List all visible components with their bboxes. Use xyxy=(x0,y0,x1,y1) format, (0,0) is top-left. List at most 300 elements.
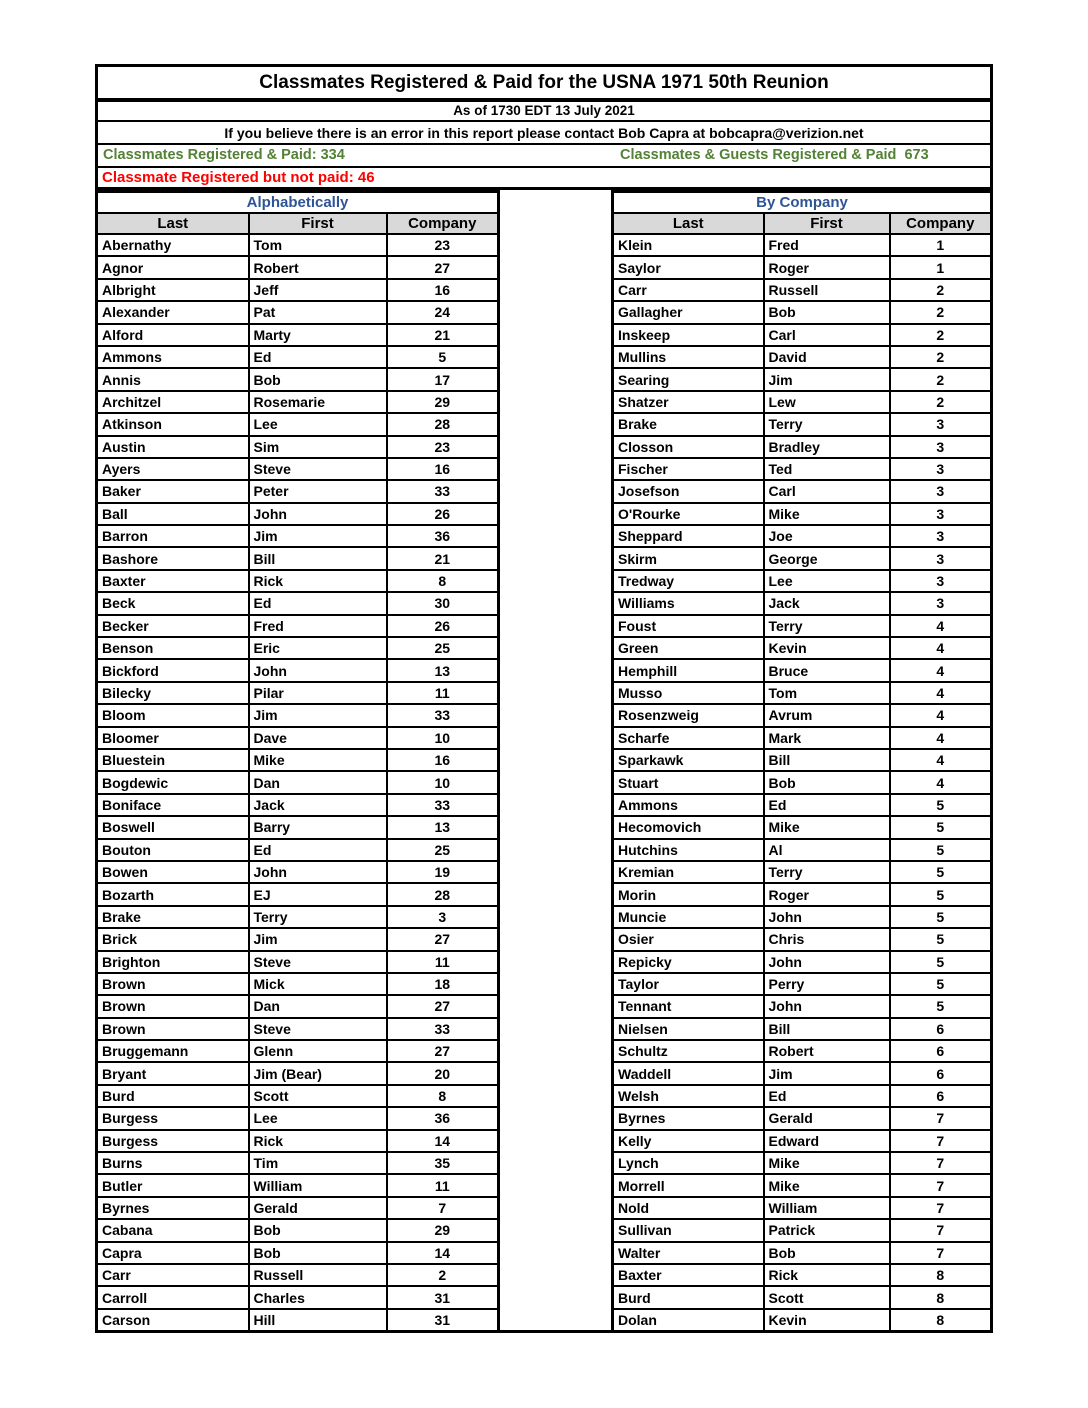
cell-first: Bob xyxy=(764,301,890,323)
table-row xyxy=(97,1040,499,1062)
table-row xyxy=(97,324,499,346)
cell-first: Bradley xyxy=(764,436,890,458)
cell-last: Atkinson xyxy=(97,413,249,435)
table-row xyxy=(613,906,992,928)
cell-first: Steve xyxy=(249,1018,387,1040)
cell-first: Jack xyxy=(764,592,890,614)
cell-first: Jack xyxy=(249,794,387,816)
cell-first: Patrick xyxy=(764,1219,890,1241)
cell-company: 5 xyxy=(890,794,992,816)
cell-last: Becker xyxy=(97,615,249,637)
cell-last: Annis xyxy=(97,368,249,390)
report-header xyxy=(95,64,993,190)
table-row xyxy=(613,704,992,726)
cell-first: John xyxy=(249,503,387,525)
cell-company: 6 xyxy=(890,1018,992,1040)
cell-first: Ed xyxy=(764,1085,890,1107)
cell-last: Sullivan xyxy=(613,1219,764,1241)
cell-first: Mike xyxy=(764,816,890,838)
cell-last: Williams xyxy=(613,592,764,614)
report-page xyxy=(95,64,993,1333)
table-row xyxy=(97,1085,499,1107)
cell-last: Architzel xyxy=(97,391,249,413)
cell-last: Brown xyxy=(97,1018,249,1040)
cell-last: Foust xyxy=(613,615,764,637)
table-row xyxy=(97,1018,499,1040)
cell-last: Albright xyxy=(97,279,249,301)
cell-company: 4 xyxy=(890,704,992,726)
cell-first: Russell xyxy=(249,1264,387,1286)
cell-last: Baker xyxy=(97,480,249,502)
cell-last: Brown xyxy=(97,973,249,995)
cell-last: Nold xyxy=(613,1197,764,1219)
cell-last: Brown xyxy=(97,995,249,1017)
table-row xyxy=(613,794,992,816)
cell-last: Tredway xyxy=(613,570,764,592)
table-row xyxy=(97,951,499,973)
cell-last: Brick xyxy=(97,928,249,950)
cell-company: 4 xyxy=(890,615,992,637)
table-row xyxy=(97,525,499,547)
report-title: Classmates Registered & Paid for the USNA 1971 50th Reunion xyxy=(98,67,990,102)
cell-last: Morrell xyxy=(613,1174,764,1196)
cell-company: 8 xyxy=(890,1264,992,1286)
cell-last: Bogdewic xyxy=(97,771,249,793)
table-row xyxy=(613,570,992,592)
cell-company: 3 xyxy=(890,503,992,525)
table-row xyxy=(613,458,992,480)
tables-area xyxy=(95,190,993,1333)
cell-last: Alexander xyxy=(97,301,249,323)
cell-first: Terry xyxy=(764,413,890,435)
cell-company: 5 xyxy=(387,346,499,368)
cell-company: 36 xyxy=(387,1107,499,1129)
alphabetical-table-title: Alphabetically xyxy=(97,192,499,214)
cell-first: Terry xyxy=(249,906,387,928)
cell-company: 7 xyxy=(890,1107,992,1129)
cell-company: 2 xyxy=(387,1264,499,1286)
cell-company: 19 xyxy=(387,861,499,883)
cell-company: 4 xyxy=(890,749,992,771)
cell-company: 5 xyxy=(890,973,992,995)
cell-first: Dan xyxy=(249,771,387,793)
cell-first: Kevin xyxy=(764,637,890,659)
cell-last: Sparkawk xyxy=(613,749,764,771)
table-row xyxy=(97,995,499,1017)
cell-first: Glenn xyxy=(249,1040,387,1062)
table-row xyxy=(97,1197,499,1219)
cell-company: 5 xyxy=(890,906,992,928)
cell-last: Green xyxy=(613,637,764,659)
cell-last: Carr xyxy=(613,279,764,301)
table-row xyxy=(613,436,992,458)
cell-first: Hill xyxy=(249,1309,387,1332)
cell-company: 7 xyxy=(890,1219,992,1241)
table-row xyxy=(613,279,992,301)
cell-first: Jim xyxy=(764,1062,890,1084)
table-row xyxy=(613,1197,992,1219)
table-row xyxy=(97,861,499,883)
cell-first: Mike xyxy=(764,1152,890,1174)
table-row xyxy=(613,727,992,749)
cell-last: Baxter xyxy=(613,1264,764,1286)
cell-last: Bruggemann xyxy=(97,1040,249,1062)
cell-company: 29 xyxy=(387,1219,499,1241)
cell-first: Lee xyxy=(249,1107,387,1129)
cell-last: Brighton xyxy=(97,951,249,973)
cell-first: Terry xyxy=(764,615,890,637)
cell-company: 16 xyxy=(387,458,499,480)
cell-last: Austin xyxy=(97,436,249,458)
cell-last: Bluestein xyxy=(97,749,249,771)
cell-company: 1 xyxy=(890,256,992,278)
cell-company: 21 xyxy=(387,547,499,569)
cell-company: 31 xyxy=(387,1309,499,1332)
cell-company: 7 xyxy=(890,1174,992,1196)
cell-last: Closson xyxy=(613,436,764,458)
cell-last: Bozarth xyxy=(97,883,249,905)
table-row xyxy=(613,682,992,704)
cell-company: 6 xyxy=(890,1040,992,1062)
cell-first: Robert xyxy=(764,1040,890,1062)
cell-last: Hutchins xyxy=(613,839,764,861)
cell-last: Cabana xyxy=(97,1219,249,1241)
table-row xyxy=(613,391,992,413)
cell-first: Bill xyxy=(764,1018,890,1040)
cell-last: Musso xyxy=(613,682,764,704)
cell-company: 5 xyxy=(890,816,992,838)
stats-row xyxy=(98,145,990,168)
table-row xyxy=(97,1174,499,1196)
table-row xyxy=(613,1309,992,1332)
cell-last: Rosenzweig xyxy=(613,704,764,726)
cell-company: 10 xyxy=(387,771,499,793)
cell-first: Ed xyxy=(249,592,387,614)
cell-first: Rick xyxy=(249,570,387,592)
table-row xyxy=(613,324,992,346)
cell-company: 7 xyxy=(387,1197,499,1219)
cell-first: Bob xyxy=(764,771,890,793)
cell-last: Capra xyxy=(97,1242,249,1264)
cell-last: Taylor xyxy=(613,973,764,995)
cell-first: Bob xyxy=(764,1242,890,1264)
cell-last: Inskeep xyxy=(613,324,764,346)
cell-company: 5 xyxy=(890,928,992,950)
column-header: Company xyxy=(890,213,992,234)
cell-first: Bob xyxy=(249,1219,387,1241)
table-row xyxy=(613,951,992,973)
table-row xyxy=(613,368,992,390)
cell-first: Jim xyxy=(249,525,387,547)
cell-company: 27 xyxy=(387,1040,499,1062)
cell-last: Stuart xyxy=(613,771,764,793)
cell-last: Baxter xyxy=(97,570,249,592)
cell-company: 3 xyxy=(890,413,992,435)
cell-last: Butler xyxy=(97,1174,249,1196)
cell-company: 2 xyxy=(890,346,992,368)
cell-last: Carson xyxy=(97,1309,249,1332)
by-company-table-body xyxy=(613,234,992,1332)
table-row xyxy=(613,995,992,1017)
table-row xyxy=(97,301,499,323)
cell-last: Skirm xyxy=(613,547,764,569)
table-row xyxy=(97,436,499,458)
cell-company: 11 xyxy=(387,1174,499,1196)
cell-last: Searing xyxy=(613,368,764,390)
table-row xyxy=(97,1219,499,1241)
cell-first: Steve xyxy=(249,951,387,973)
stat-guests-paid: Classmates & Guests Registered & Paid 673 xyxy=(620,147,929,163)
table-row xyxy=(613,659,992,681)
cell-first: Ed xyxy=(249,839,387,861)
cell-first: Jim (Bear) xyxy=(249,1062,387,1084)
cell-first: Mike xyxy=(249,749,387,771)
table-row xyxy=(613,749,992,771)
cell-company: 7 xyxy=(890,1242,992,1264)
cell-last: Brake xyxy=(97,906,249,928)
cell-first: Mark xyxy=(764,727,890,749)
cell-company: 3 xyxy=(890,525,992,547)
cell-first: Chris xyxy=(764,928,890,950)
cell-last: Boniface xyxy=(97,794,249,816)
table-row xyxy=(97,906,499,928)
cell-first: Dan xyxy=(249,995,387,1017)
cell-company: 5 xyxy=(890,861,992,883)
column-header: Last xyxy=(613,213,764,234)
cell-first: Jim xyxy=(249,928,387,950)
cell-first: Scott xyxy=(764,1286,890,1308)
cell-last: Tennant xyxy=(613,995,764,1017)
cell-company: 5 xyxy=(890,951,992,973)
cell-company: 3 xyxy=(387,906,499,928)
table-row xyxy=(97,413,499,435)
cell-first: Rosemarie xyxy=(249,391,387,413)
table-row xyxy=(613,234,992,256)
cell-company: 3 xyxy=(890,436,992,458)
cell-first: Terry xyxy=(764,861,890,883)
cell-last: Gallagher xyxy=(613,301,764,323)
table-row xyxy=(97,1130,499,1152)
cell-first: Scott xyxy=(249,1085,387,1107)
cell-last: Bowen xyxy=(97,861,249,883)
table-row xyxy=(613,413,992,435)
cell-last: Benson xyxy=(97,637,249,659)
cell-first: John xyxy=(249,659,387,681)
table-row xyxy=(97,480,499,502)
table-row xyxy=(97,727,499,749)
cell-company: 5 xyxy=(890,995,992,1017)
cell-last: Burns xyxy=(97,1152,249,1174)
cell-last: Kelly xyxy=(613,1130,764,1152)
cell-last: Ammons xyxy=(97,346,249,368)
cell-first: Mike xyxy=(764,503,890,525)
cell-last: Agnor xyxy=(97,256,249,278)
cell-last: Dolan xyxy=(613,1309,764,1332)
cell-first: Gerald xyxy=(249,1197,387,1219)
table-row xyxy=(613,480,992,502)
cell-first: Charles xyxy=(249,1286,387,1308)
table-row xyxy=(97,1062,499,1084)
cell-first: Lew xyxy=(764,391,890,413)
cell-first: Tom xyxy=(764,682,890,704)
table-row xyxy=(613,615,992,637)
table-row xyxy=(613,637,992,659)
table-row xyxy=(97,234,499,256)
cell-last: Fischer xyxy=(613,458,764,480)
cell-company: 16 xyxy=(387,749,499,771)
cell-last: Walter xyxy=(613,1242,764,1264)
table-row xyxy=(97,749,499,771)
table-row xyxy=(613,503,992,525)
table-row xyxy=(97,570,499,592)
stat-registered-paid: Classmates Registered & Paid: 334 xyxy=(103,147,345,163)
table-row xyxy=(97,1309,499,1332)
table-row xyxy=(613,1107,992,1129)
by-company-table-title: By Company xyxy=(613,192,992,214)
column-header: First xyxy=(764,213,890,234)
table-row xyxy=(613,1219,992,1241)
cell-first: Pilar xyxy=(249,682,387,704)
cell-last: Bilecky xyxy=(97,682,249,704)
cell-last: Alford xyxy=(97,324,249,346)
cell-company: 6 xyxy=(890,1062,992,1084)
cell-company: 8 xyxy=(890,1286,992,1308)
table-row xyxy=(97,547,499,569)
column-header: First xyxy=(249,213,387,234)
cell-company: 33 xyxy=(387,1018,499,1040)
table-row xyxy=(97,637,499,659)
table-row xyxy=(97,928,499,950)
cell-company: 13 xyxy=(387,659,499,681)
cell-company: 4 xyxy=(890,682,992,704)
cell-company: 4 xyxy=(890,637,992,659)
cell-last: Hecomovich xyxy=(613,816,764,838)
cell-first: Carl xyxy=(764,480,890,502)
cell-last: Osier xyxy=(613,928,764,950)
cell-first: Peter xyxy=(249,480,387,502)
table-row xyxy=(613,816,992,838)
table-row xyxy=(97,391,499,413)
cell-company: 27 xyxy=(387,256,499,278)
cell-first: Al xyxy=(764,839,890,861)
cell-first: Roger xyxy=(764,883,890,905)
cell-company: 11 xyxy=(387,682,499,704)
table-row xyxy=(613,1062,992,1084)
table-row xyxy=(613,928,992,950)
cell-last: Bashore xyxy=(97,547,249,569)
cell-company: 3 xyxy=(890,547,992,569)
cell-last: Beck xyxy=(97,592,249,614)
cell-last: Bryant xyxy=(97,1062,249,1084)
cell-first: Mike xyxy=(764,1174,890,1196)
table-row xyxy=(97,346,499,368)
cell-first: Dave xyxy=(249,727,387,749)
cell-company: 30 xyxy=(387,592,499,614)
report-as-of: As of 1730 EDT 13 July 2021 xyxy=(98,102,990,122)
table-row xyxy=(613,592,992,614)
cell-company: 1 xyxy=(890,234,992,256)
cell-last: Boswell xyxy=(97,816,249,838)
cell-first: EJ xyxy=(249,883,387,905)
cell-first: Marty xyxy=(249,324,387,346)
alphabetical-table-body xyxy=(97,234,499,1332)
cell-company: 23 xyxy=(387,436,499,458)
table-gap-spacer xyxy=(500,190,611,1333)
cell-last: Byrnes xyxy=(97,1197,249,1219)
cell-last: Brake xyxy=(613,413,764,435)
cell-company: 13 xyxy=(387,816,499,838)
cell-first: Rick xyxy=(249,1130,387,1152)
cell-company: 21 xyxy=(387,324,499,346)
cell-first: Tim xyxy=(249,1152,387,1174)
cell-company: 28 xyxy=(387,413,499,435)
cell-last: Burgess xyxy=(97,1107,249,1129)
cell-first: Roger xyxy=(764,256,890,278)
cell-company: 3 xyxy=(890,480,992,502)
cell-company: 16 xyxy=(387,279,499,301)
cell-last: Bouton xyxy=(97,839,249,861)
cell-company: 3 xyxy=(890,458,992,480)
cell-first: David xyxy=(764,346,890,368)
cell-company: 17 xyxy=(387,368,499,390)
cell-last: Welsh xyxy=(613,1085,764,1107)
cell-last: Kremian xyxy=(613,861,764,883)
table-row xyxy=(97,883,499,905)
table-row xyxy=(613,883,992,905)
cell-last: Josefson xyxy=(613,480,764,502)
cell-first: Ed xyxy=(764,794,890,816)
cell-company: 7 xyxy=(890,1130,992,1152)
cell-first: Mick xyxy=(249,973,387,995)
table-row xyxy=(613,1040,992,1062)
cell-last: Burd xyxy=(97,1085,249,1107)
by-company-column-headers xyxy=(613,213,992,234)
cell-company: 2 xyxy=(890,368,992,390)
table-row xyxy=(97,816,499,838)
cell-company: 33 xyxy=(387,480,499,502)
cell-last: Shatzer xyxy=(613,391,764,413)
cell-last: Nielsen xyxy=(613,1018,764,1040)
cell-company: 10 xyxy=(387,727,499,749)
table-row xyxy=(613,973,992,995)
cell-company: 25 xyxy=(387,839,499,861)
cell-last: Mullins xyxy=(613,346,764,368)
cell-company: 27 xyxy=(387,928,499,950)
cell-company: 8 xyxy=(387,570,499,592)
cell-last: Klein xyxy=(613,234,764,256)
cell-first: George xyxy=(764,547,890,569)
cell-first: Joe xyxy=(764,525,890,547)
table-row xyxy=(613,301,992,323)
cell-company: 8 xyxy=(890,1309,992,1332)
column-header: Last xyxy=(97,213,249,234)
cell-first: Tom xyxy=(249,234,387,256)
table-row xyxy=(97,771,499,793)
cell-company: 29 xyxy=(387,391,499,413)
cell-last: Scharfe xyxy=(613,727,764,749)
cell-company: 28 xyxy=(387,883,499,905)
cell-first: Ed xyxy=(249,346,387,368)
alphabetical-table xyxy=(95,190,500,1333)
cell-company: 11 xyxy=(387,951,499,973)
table-row xyxy=(97,1107,499,1129)
cell-last: Ball xyxy=(97,503,249,525)
table-row xyxy=(613,839,992,861)
cell-last: Bickford xyxy=(97,659,249,681)
table-row xyxy=(613,861,992,883)
cell-last: Bloomer xyxy=(97,727,249,749)
cell-first: John xyxy=(764,906,890,928)
